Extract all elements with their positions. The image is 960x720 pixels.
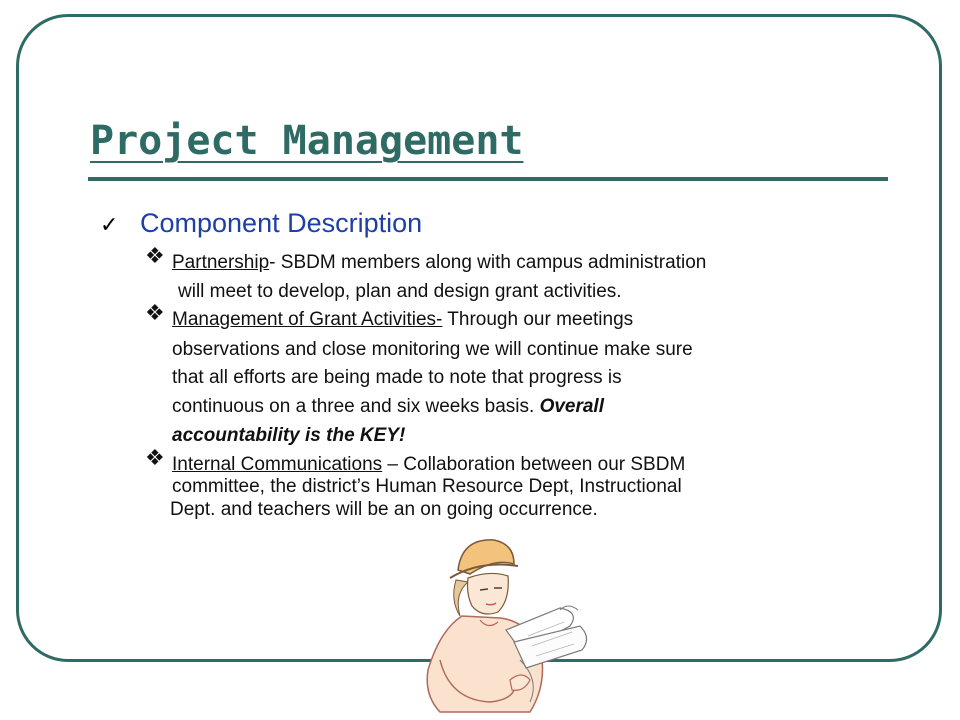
item-line: observations and close monitoring we will continue make sure <box>172 339 693 360</box>
diamond-bullet-icon: ❖ <box>145 243 165 268</box>
item-line: Dept. and teachers will be an on going occurrence. <box>170 499 598 520</box>
item-emphasis: Overall <box>539 396 604 417</box>
item-text: – Collaboration between our SBDM <box>382 454 686 475</box>
item-line: that all efforts are being made to note that progress is <box>172 367 622 388</box>
diamond-bullet-icon: ❖ <box>145 445 165 470</box>
item-text: Through our meetings <box>442 309 634 330</box>
item-line: will meet to develop, plan and design grant activities. <box>178 281 622 302</box>
item-heading: Partnership <box>172 252 270 273</box>
title-rule <box>88 177 888 181</box>
item-text: - SBDM members along with campus administration <box>269 252 707 273</box>
subtitle: Component Description <box>140 208 423 238</box>
item-line: committee, the district’s Human Resource Dept, Instructional <box>172 476 682 497</box>
diamond-bullet-icon: ❖ <box>145 300 165 325</box>
check-icon: ✓ <box>100 212 119 237</box>
item-line: accountability is the KEY! <box>172 425 406 446</box>
item-heading: Management of Grant Activities- <box>172 309 443 330</box>
item-line <box>172 454 685 476</box>
item-line <box>172 252 706 274</box>
construction-worker-icon <box>410 530 600 720</box>
slide-title: Project Management <box>90 118 524 164</box>
item-text: continuous on a three and six weeks basis. <box>172 396 540 417</box>
item-line <box>172 396 604 418</box>
item-heading: Internal Communications <box>172 454 383 475</box>
item-line <box>172 309 633 331</box>
